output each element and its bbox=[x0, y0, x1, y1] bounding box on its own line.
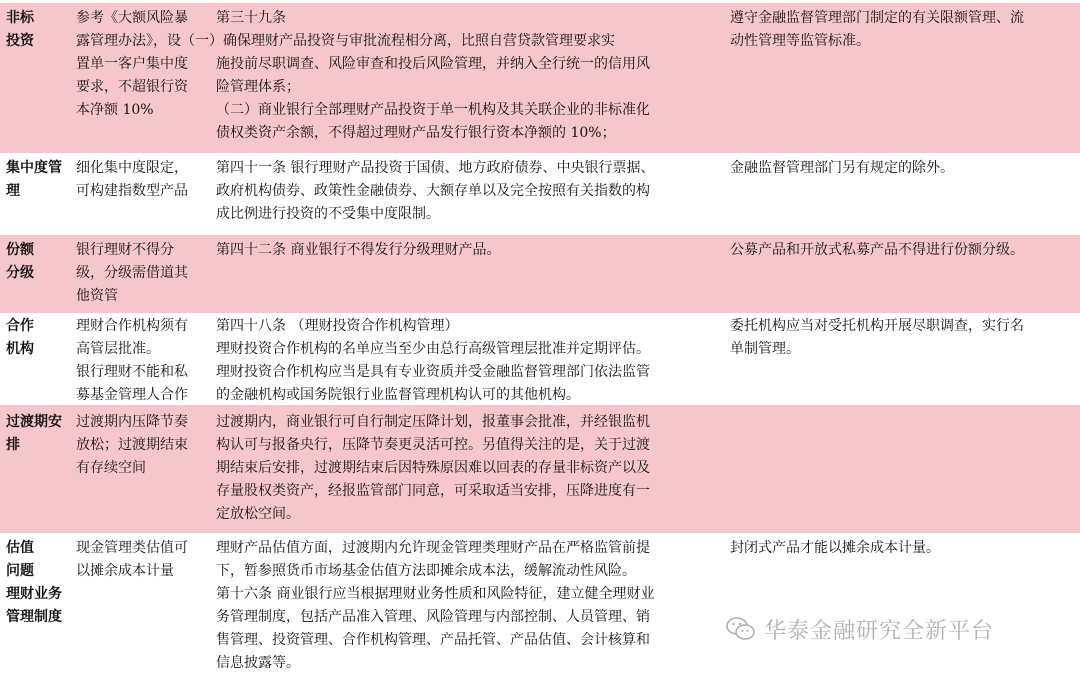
category-cell bbox=[6, 235, 74, 313]
category-text: 投资 bbox=[6, 33, 34, 49]
table-row bbox=[0, 405, 1080, 533]
table-row bbox=[0, 3, 1080, 153]
summary-cell bbox=[76, 533, 216, 681]
summary-text: 理财合作机构须有 bbox=[76, 318, 188, 334]
remark-text: 动性管理等监管标准。 bbox=[730, 33, 870, 49]
watermark bbox=[726, 608, 994, 650]
regulation-text: 售管理、投资管理、合作机构管理、产品托管、产品估值、会计核算和 bbox=[216, 632, 650, 648]
summary-cell bbox=[76, 235, 216, 313]
category-cell bbox=[6, 533, 74, 681]
regulation-cell bbox=[216, 313, 728, 405]
remark-cell bbox=[730, 235, 1076, 313]
category-text: 问题 bbox=[6, 563, 34, 579]
summary-text: 募基金管理人合作 bbox=[76, 387, 188, 403]
summary-text: 参考《大额风险暴 bbox=[76, 10, 188, 26]
summary-text: 本净额 10% bbox=[76, 102, 154, 118]
remark-text: 遵守金融监督管理部门制定的有关限额管理、流 bbox=[730, 10, 1024, 26]
watermark-text: 华泰金融研究全新平台 bbox=[764, 618, 995, 644]
table-row bbox=[0, 153, 1080, 233]
category-cell bbox=[6, 153, 74, 233]
summary-text: 有存续空间 bbox=[76, 460, 146, 476]
category-text: 非标 bbox=[6, 10, 34, 26]
category-cell bbox=[6, 405, 74, 533]
regulation-text: 第四十二条 商业银行不得发行分级理财产品。 bbox=[216, 242, 501, 258]
summary-text: 现金管理类估值可 bbox=[76, 540, 188, 556]
table-row bbox=[0, 313, 1080, 405]
regulation-cell bbox=[216, 533, 728, 681]
summary-text: 可构建指数型产品 bbox=[76, 183, 188, 199]
regulation-cell bbox=[216, 405, 728, 533]
category-text: 机构 bbox=[6, 341, 34, 357]
summary-text: 要求，不超银行资 bbox=[76, 79, 188, 95]
remark-cell bbox=[730, 3, 1076, 153]
remark-cell bbox=[730, 313, 1076, 405]
remark-cell bbox=[730, 405, 1076, 533]
summary-text: 高管层批准。 bbox=[76, 341, 160, 357]
regulation-text: 第四十八条 （理财投资合作机构管理） bbox=[216, 318, 459, 334]
regulation-cell bbox=[76, 3, 728, 153]
remark-text: 单制管理。 bbox=[730, 341, 800, 357]
category-text: 过渡期安 bbox=[6, 414, 62, 430]
regulation-text: 的金融机构或国务院银行业监督管理机构认可的其他机构。 bbox=[216, 387, 580, 403]
summary-text: 银行理财不能和私 bbox=[76, 364, 188, 380]
regulation-cell bbox=[216, 235, 728, 313]
summary-text: 置单一客户集中度 bbox=[76, 56, 188, 72]
category-text: 估值 bbox=[6, 540, 34, 556]
table-row bbox=[0, 533, 1080, 681]
summary-text: 放松；过渡期结束 bbox=[76, 437, 188, 453]
summary-cell bbox=[76, 313, 216, 405]
category-text: 份额 bbox=[6, 242, 34, 258]
summary-cell bbox=[76, 153, 216, 233]
regulation-text: 务管理制度，包括产品准入管理、风险管理与内部控制、人员管理、销 bbox=[216, 609, 650, 625]
regulation-text: 政府机构债券、政策性金融债券、大额存单以及完全按照有关指数的构 bbox=[216, 183, 650, 199]
summary-text: 级，分级需借道其 bbox=[76, 265, 188, 281]
regulation-text: 理财投资合作机构的名单应当至少由总行高级管理层批准并定期评估。 bbox=[216, 341, 650, 357]
category-text: 合作 bbox=[6, 318, 34, 334]
wechat-icon bbox=[726, 616, 756, 642]
summary-text: 他资管 bbox=[76, 288, 118, 304]
remark-text: 金融监督管理部门另有规定的除外。 bbox=[730, 160, 954, 176]
regulation-text: 险管理体系； bbox=[216, 79, 300, 95]
regulation-text: 成比例进行投资的不受集中度限制。 bbox=[216, 206, 440, 222]
regulation-text: 信息披露等。 bbox=[216, 655, 300, 671]
remark-text: 公募产品和开放式私募产品不得进行份额分级。 bbox=[730, 242, 1024, 258]
category-cell bbox=[6, 313, 74, 405]
category-text: 理财业务 bbox=[6, 586, 62, 602]
summary-text: 细化集中度限定， bbox=[76, 160, 188, 176]
regulation-text: 定放松空间。 bbox=[216, 506, 300, 522]
summary-text: 以摊余成本计量 bbox=[76, 563, 174, 579]
regulation-text: 第三十九条 bbox=[216, 10, 286, 26]
remark-text: 封闭式产品才能以摊余成本计量。 bbox=[730, 540, 940, 556]
table-row bbox=[0, 235, 1080, 313]
regulation-text: 存量股权类资产，经报监管部门同意，可采取适当安排，压降进度有一 bbox=[216, 483, 650, 499]
regulation-text: 下，暂参照货币市场基金估值方法即摊余成本法，缓解流动性风险。 bbox=[216, 563, 636, 579]
category-text: 集中度管 bbox=[6, 160, 62, 176]
summary-text: 银行理财不得分 bbox=[76, 242, 174, 258]
remark-text: 委托机构应当对受托机构开展尽职调查，实行名 bbox=[730, 318, 1024, 334]
category-text: 管理制度 bbox=[6, 609, 62, 625]
regulation-text: 理财产品估值方面，过渡期内允许现金管理类理财产品在严格监管前提 bbox=[216, 540, 650, 556]
regulation-cell bbox=[216, 153, 728, 233]
regulation-text: （二）商业银行全部理财产品投资于单一机构及其关联企业的非标准化 bbox=[216, 102, 650, 118]
remark-cell bbox=[730, 533, 1076, 681]
category-cell bbox=[6, 3, 74, 153]
regulation-text: 施投前尽职调查、风险审查和投后风险管理，并纳入全行统一的信用风 bbox=[216, 56, 650, 72]
category-text: 排 bbox=[6, 437, 20, 453]
summary-text: 过渡期内压降节奏 bbox=[76, 414, 188, 430]
regulation-text: 第十六条 商业银行应当根据理财业务性质和风险特征，建立健全理财业 bbox=[216, 586, 655, 602]
category-text: 理 bbox=[6, 183, 20, 199]
remark-cell bbox=[730, 153, 1076, 233]
summary-cell bbox=[76, 405, 216, 533]
regulation-text: 期结束后安排，过渡期结束后因特殊原因难以回表的存量非标资产以及 bbox=[216, 460, 650, 476]
regulation-text: 第四十一条 银行理财产品投资于国债、地方政府债券、中央银行票据、 bbox=[216, 160, 655, 176]
regulation-text: 露管理办法》，设（一）确保理财产品投资与审批流程相分离，比照自营贷款管理要求实 bbox=[76, 33, 615, 49]
regulation-text: 过渡期内，商业银行可自行制定压降计划，报董事会批准，并经银监机 bbox=[216, 414, 650, 430]
regulation-text: 理财投资合作机构应当是具有专业资质并受金融监督管理部门依法监管 bbox=[216, 364, 650, 380]
regulation-text: 构认可与报备央行，压降节奏更灵活可控。另值得关注的是，关于过渡 bbox=[216, 437, 650, 453]
regulation-text: 债权类资产余额，不得超过理财产品发行银行资本净额的 10%； bbox=[216, 125, 616, 141]
category-text: 分级 bbox=[6, 265, 34, 281]
